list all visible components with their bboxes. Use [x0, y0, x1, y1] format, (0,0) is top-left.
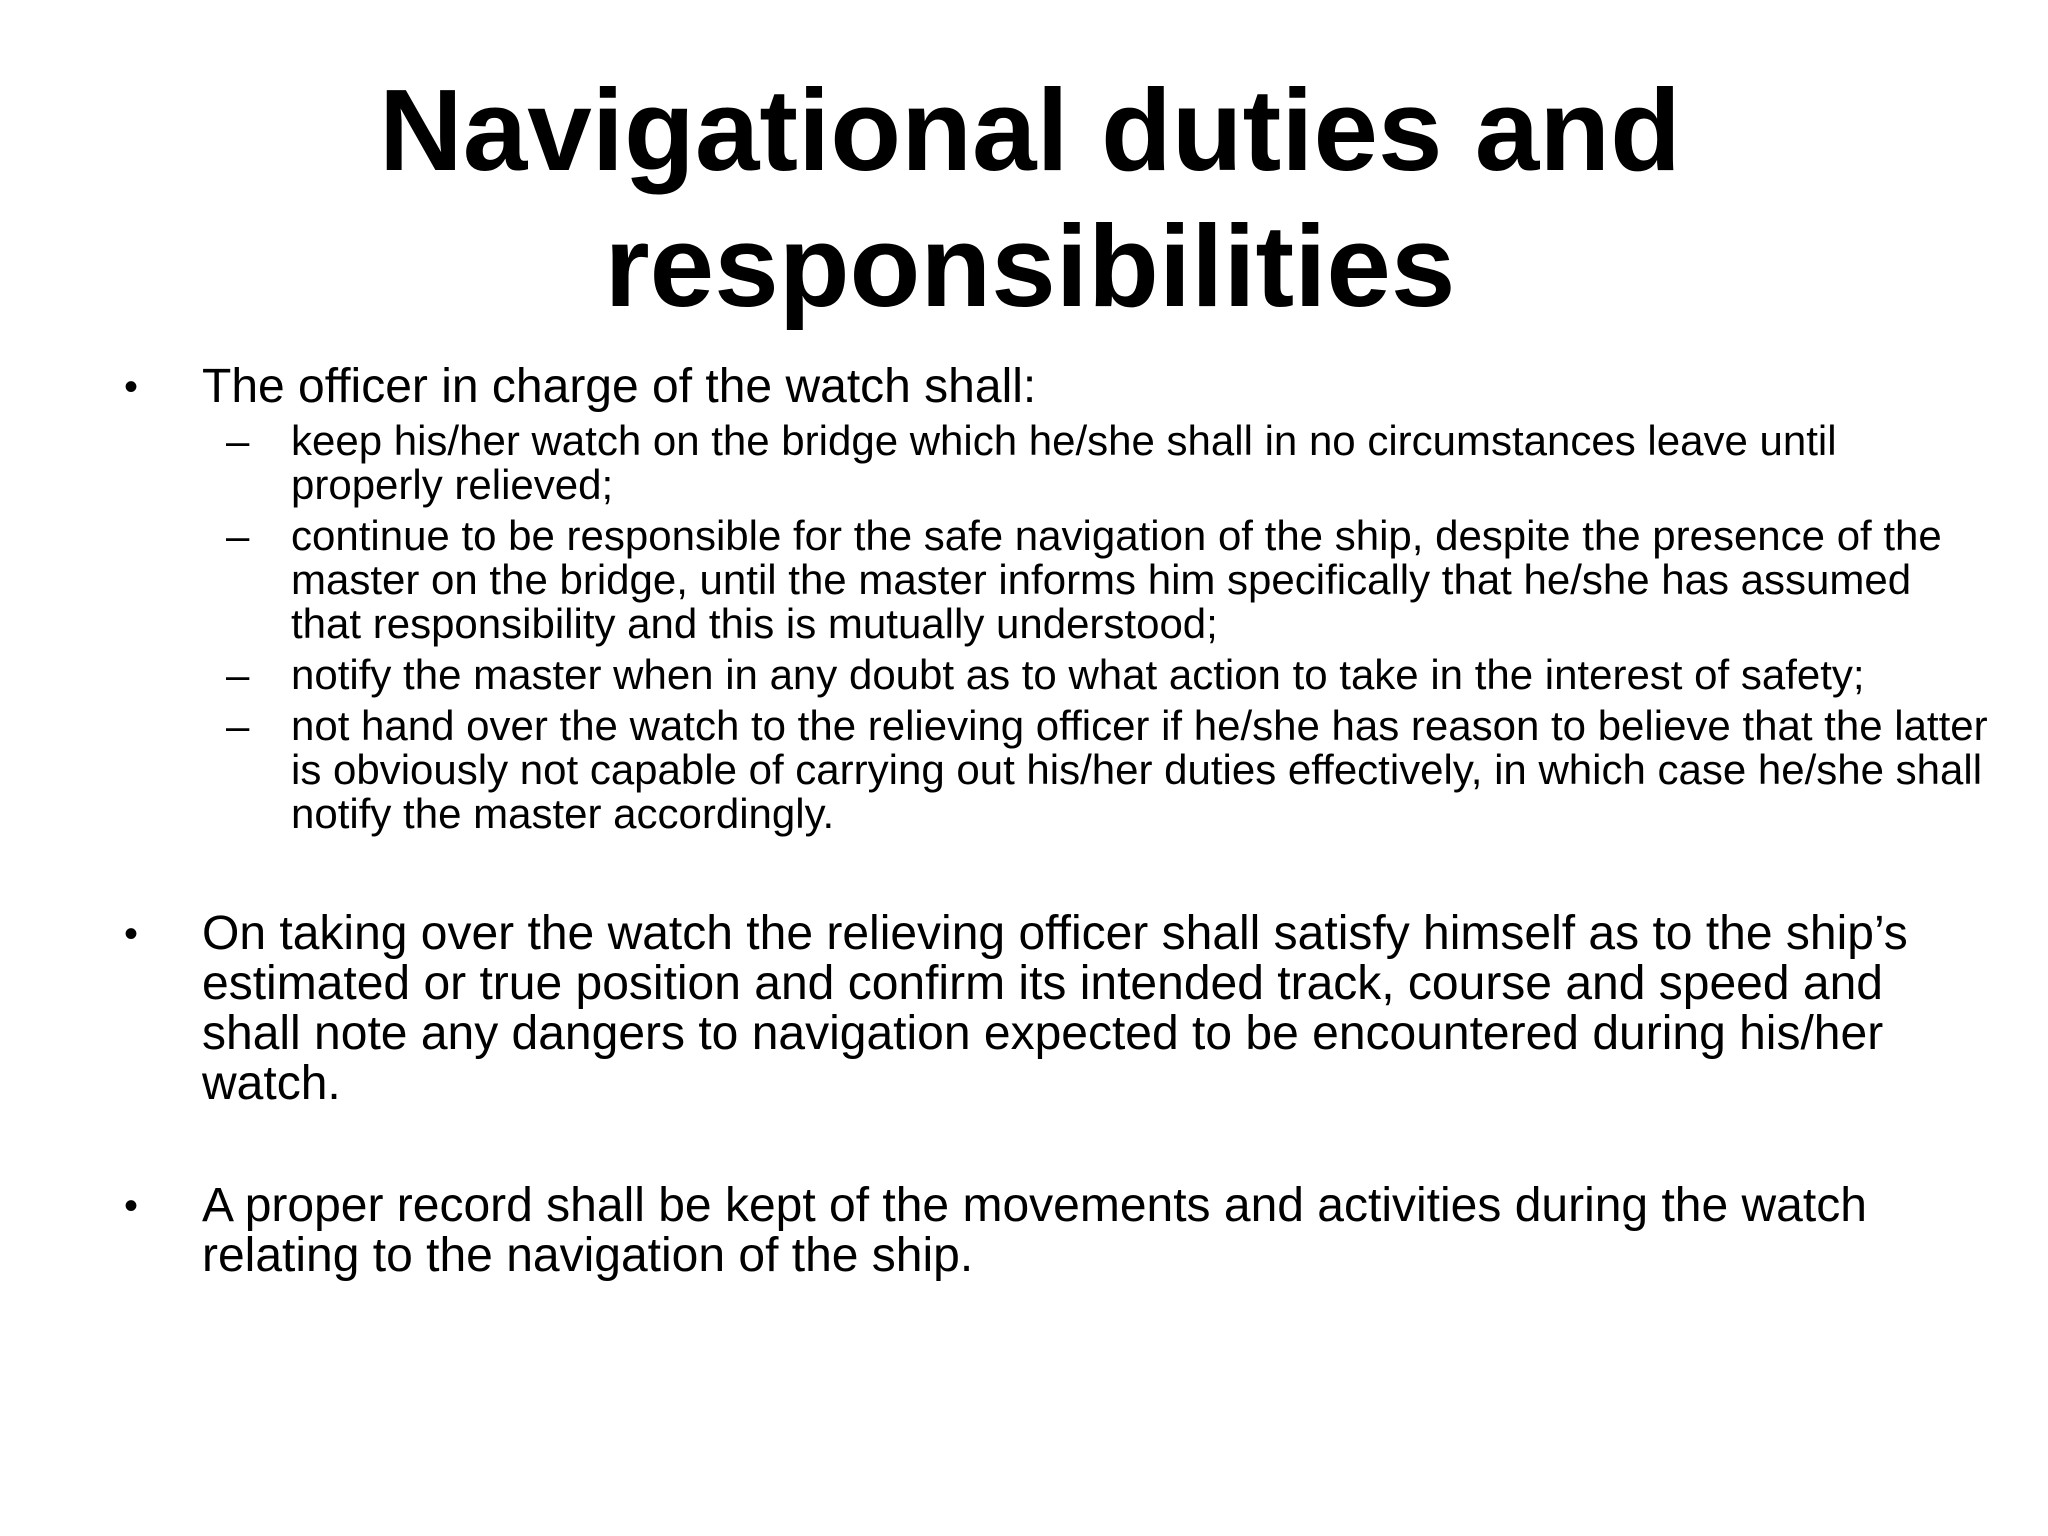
dash-marker: – — [226, 702, 250, 749]
sub-item-text: continue to be responsible for the safe navigation of the ship, despite the presence of the master on the bridge, until the master informs him specifically that he/she has assumed that responsibility and this is mutually understood; — [291, 512, 1942, 647]
bullet-marker: • — [124, 912, 139, 956]
bullet-text: On taking over the watch the relieving officer shall satisfy himself as to the ship’s estimated or true position and confirm its intended track, course and speed and shall note any dangers to navigation expected to be encountered during his/her watch. — [202, 907, 1908, 1110]
sub-item-text: keep his/her watch on the bridge which he/she shall in no circumstances leave until properly relieved; — [291, 417, 1837, 508]
sub-item-text: not hand over the watch to the relieving officer if he/she has reason to believe that the latter is obviously not capable of carrying out his/her duties effectively, in which case he/she shall notify the master accordingly. — [291, 702, 1988, 837]
title-line-1: Navigational duties and — [379, 65, 1681, 195]
bullet-text: The officer in charge of the watch shall: — [202, 360, 1037, 413]
bullet-item-1 — [0, 362, 2048, 412]
bullet-marker: • — [124, 1184, 139, 1228]
bullet-text: A proper record shall be kept of the movements and activities during the watch relating to the navigation of the ship. — [202, 1179, 1867, 1282]
sub-item-3 — [0, 653, 2048, 697]
slide-title — [150, 62, 1910, 334]
dash-marker: – — [226, 512, 250, 559]
dash-marker: – — [226, 417, 250, 464]
title-line-2: responsibilities — [604, 201, 1456, 331]
slide-body — [0, 362, 2048, 1281]
sub-item-1 — [0, 419, 2048, 507]
sub-item-2 — [0, 514, 2048, 646]
sub-item-text: notify the master when in any doubt as to what action to take in the interest of safety; — [291, 651, 1865, 698]
sub-list — [0, 419, 2048, 836]
dash-marker: – — [226, 651, 250, 698]
bullet-item-2 — [0, 909, 2048, 1109]
bullet-marker: • — [124, 365, 139, 409]
spacer — [0, 843, 2048, 909]
bullet-item-3 — [0, 1181, 2048, 1281]
spacer — [0, 1109, 2048, 1181]
sub-item-4 — [0, 704, 2048, 836]
